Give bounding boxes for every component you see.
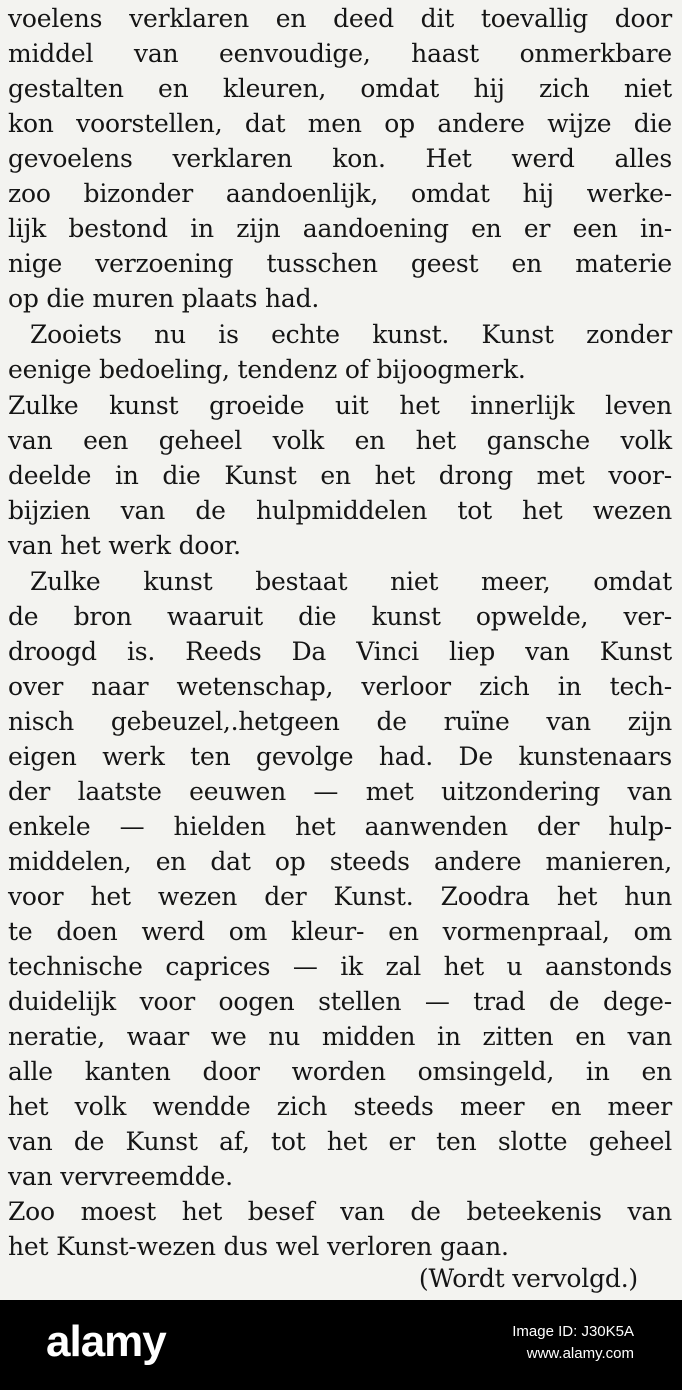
article-line: zoo bizonder aandoenlijk, omdat hij werke- xyxy=(8,179,672,208)
article-line: neratie, waar we nu midden in zitten en van xyxy=(8,1022,672,1051)
article-line: droogd is. Reeds Da Vinci liep van Kunst xyxy=(8,637,672,666)
article-line: nige verzoening tusschen geest en materie xyxy=(8,249,672,278)
article-line: middel van eenvoudige, haast onmerkbare xyxy=(8,39,672,68)
article-line: bijzien van de hulpmiddelen tot het wezen xyxy=(8,496,672,525)
article-line: de bron waaruit die kunst opwelde, ver- xyxy=(8,602,672,631)
article-line: nisch gebeuzel,.hetgeen de ruïne van zijn xyxy=(8,707,672,736)
article-line: kon voorstellen, dat men op andere wijze die xyxy=(8,109,672,138)
article-line: voelens verklaren en deed dit toevallig door xyxy=(8,4,672,33)
article-line: van een geheel volk en het gansche volk xyxy=(8,426,672,455)
article-line: der laatste eeuwen — met uitzondering van xyxy=(8,777,672,806)
site-url: www.alamy.com xyxy=(526,1345,634,1362)
article-line: Zooiets nu is echte kunst. Kunst zonder xyxy=(30,320,672,349)
article-line: op die muren plaats had. xyxy=(8,284,320,313)
article-line: gevoelens verklaren kon. Het werd alles xyxy=(8,144,672,173)
image-id: Image ID: J30K5A xyxy=(512,1323,634,1340)
article-line: deelde in die Kunst en het drong met voor- xyxy=(8,461,672,490)
article-line: over naar wetenschap, verloor zich in tech- xyxy=(8,672,672,701)
article-line: duidelijk voor oogen stellen — trad de dege- xyxy=(8,987,672,1016)
article-line: alle kanten door worden omsingeld, in en xyxy=(8,1057,672,1086)
article-line: middelen, en dat op steeds andere manieren, xyxy=(8,847,672,876)
article-line: het volk wendde zich steeds meer en meer xyxy=(8,1092,672,1121)
article-line: Zoo moest het besef van de beteekenis van xyxy=(8,1197,672,1226)
alamy-logo: alamy xyxy=(46,1317,166,1366)
article-line: enkele — hielden het aanwenden der hulp- xyxy=(8,812,672,841)
article-line: voor het wezen der Kunst. Zoodra het hun xyxy=(8,882,672,911)
article-line: technische caprices — ik zal het u aanstonds xyxy=(8,952,672,981)
article-line: van vervreemdde. xyxy=(8,1162,233,1191)
article-line: van de Kunst af, tot het er ten slotte geheel xyxy=(8,1127,672,1156)
article-line: het Kunst-wezen dus wel verloren gaan. xyxy=(8,1232,509,1261)
article-line: te doen werd om kleur- en vormenpraal, om xyxy=(8,917,672,946)
to-be-continued: (Wordt vervolgd.) xyxy=(418,1264,638,1293)
article-line: van het werk door. xyxy=(8,531,241,560)
article-line: lijk bestond in zijn aandoening en er een in- xyxy=(8,214,672,243)
article-line: Zulke kunst groeide uit het innerlijk leven xyxy=(8,391,672,420)
article-line: Zulke kunst bestaat niet meer, omdat xyxy=(30,567,672,596)
article-line: gestalten en kleuren, omdat hij zich niet xyxy=(8,74,672,103)
article-line: eigen werk ten gevolge had. De kunstenaars xyxy=(8,742,672,771)
article-line: eenige bedoeling, tendenz of bijoogmerk. xyxy=(8,355,526,384)
